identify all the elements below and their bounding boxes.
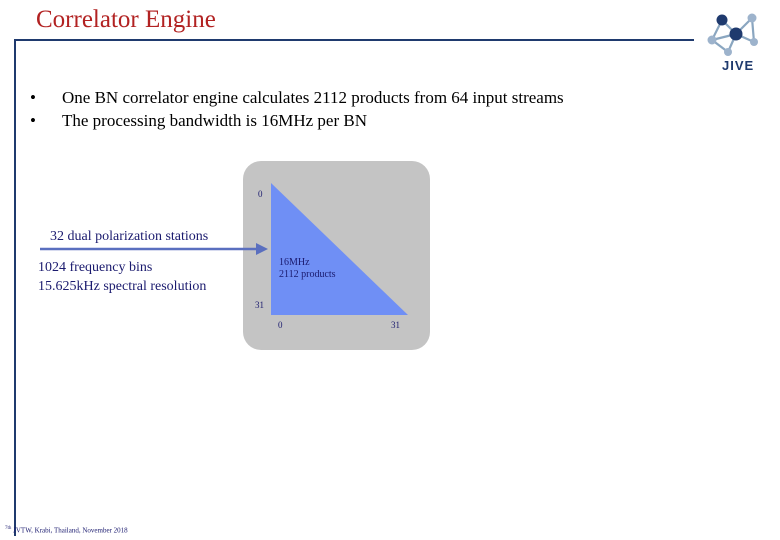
frequency-label bbox=[38, 258, 206, 296]
bullet-text: The processing bandwidth is 16MHz per BN bbox=[62, 111, 368, 130]
spectral-resolution: 15.625kHz spectral resolution bbox=[38, 279, 207, 294]
tick-bottom-31: 31 bbox=[391, 320, 400, 330]
logo-text: JIVE bbox=[722, 58, 755, 73]
footer-text bbox=[5, 526, 128, 534]
tick-bottom-zero: 0 bbox=[278, 320, 283, 330]
footer-event: JVTW, Krabi, Thailand, November 2018 bbox=[11, 526, 128, 535]
frequency-bins: 1024 frequency bins bbox=[38, 260, 153, 275]
bullet-text: One BN correlator engine calculates 2112 products from 64 input streams bbox=[62, 88, 564, 107]
bullet-dot: • bbox=[30, 111, 36, 130]
bandwidth-text: 16MHz bbox=[279, 257, 310, 268]
bullet-dot: • bbox=[30, 88, 36, 107]
footer-ordinal: 7th bbox=[5, 526, 12, 531]
stations-label: 32 dual polarization stations bbox=[50, 229, 209, 244]
slide-title: Correlator Engine bbox=[36, 6, 216, 33]
products-text: 2112 products bbox=[279, 269, 336, 280]
tick-top-zero: 0 bbox=[258, 189, 263, 199]
tick-left-31: 31 bbox=[255, 300, 264, 310]
input-arrow-head bbox=[256, 243, 268, 255]
baseline-triangle bbox=[271, 183, 408, 315]
triangle-label bbox=[279, 257, 336, 281]
